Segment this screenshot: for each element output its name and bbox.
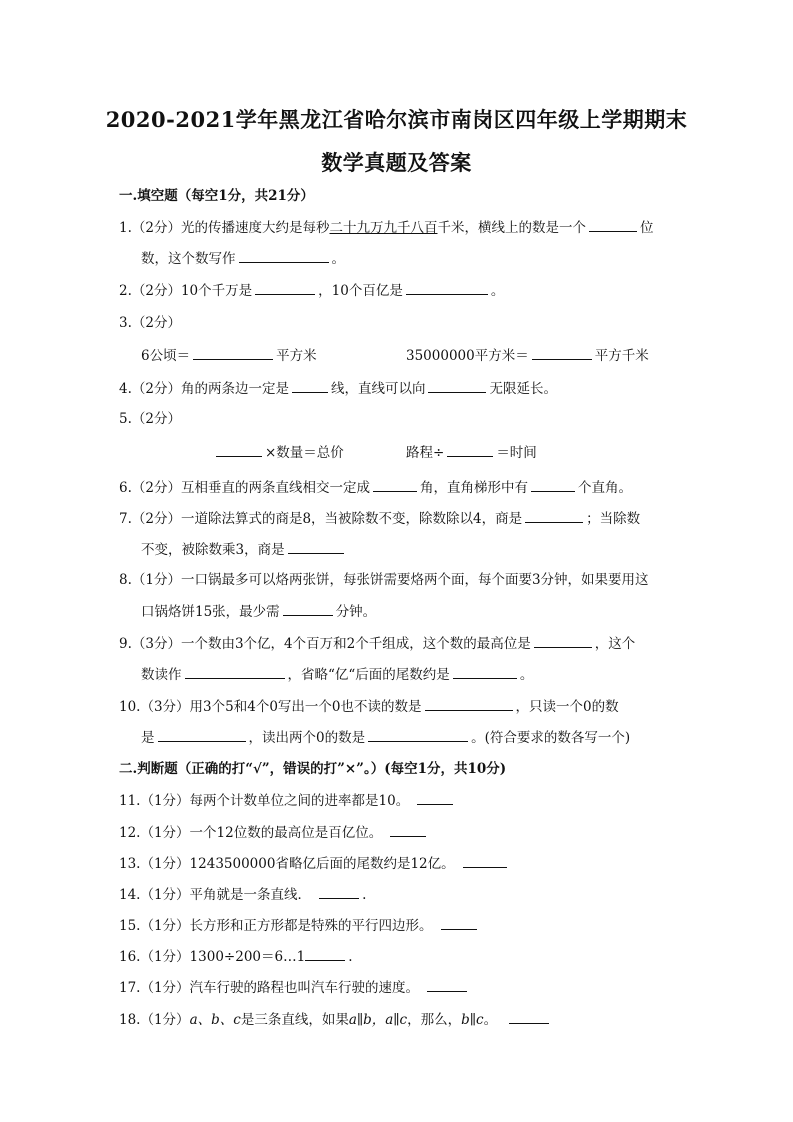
question-8: 8.（1分）一口锅最多可以烙两张饼，每张饼需要烙两个面，每个面要3分钟，如果要用这: [119, 572, 649, 588]
question-14: [119, 884, 366, 905]
q5a-text: ×数量＝总价: [265, 445, 344, 461]
q8-line2-text: 口锅烙饼15张，最少需: [141, 604, 280, 620]
q1-text-end: 位: [639, 220, 654, 236]
q15-text: 15.（1分）长方形和正方形都是特殊的平行四边形。: [119, 918, 433, 934]
answer-blank[interactable]: [319, 884, 359, 899]
q14-end: .: [362, 887, 367, 903]
answer-blank[interactable]: [531, 477, 575, 492]
answer-blank[interactable]: [425, 696, 513, 711]
answer-blank[interactable]: [428, 378, 486, 393]
q1-prefix: 1.（2分）光的传播速度大约是每秒: [119, 220, 330, 236]
question-5-part-a: [216, 442, 344, 463]
q7-text-end: ；当除数: [586, 511, 641, 527]
q1-underlined-number: 二十九万九千八百: [329, 220, 438, 236]
question-13: [119, 853, 510, 874]
q10-line2-end: 。(符合要求的数各写一个): [471, 730, 631, 746]
question-15: [119, 915, 480, 936]
q1-line2-end: 。: [331, 251, 345, 267]
q18-condition: a∥b，a∥c: [348, 1012, 408, 1028]
question-5-part-b: [406, 442, 537, 463]
section1-heading: 一.填空题（每空1分，共21分）: [119, 188, 314, 204]
q10-line2-mid: ，读出两个0的数是: [248, 730, 366, 746]
q18-end: 。: [483, 1012, 498, 1028]
q18-text: 18.（1分）: [119, 1012, 190, 1028]
q12-text: 12.（1分）一个12位数的最高位是百亿位。: [119, 825, 383, 841]
q9-line2-end: 。: [519, 667, 534, 683]
q2-text: 2.（2分）10个千万是: [119, 283, 253, 299]
answer-blank[interactable]: [525, 508, 583, 523]
answer-blank[interactable]: [288, 539, 344, 554]
q13-text: 13.（1分）1243500000省略亿后面的尾数约是12亿。: [119, 856, 455, 872]
question-1-cont: [141, 248, 345, 269]
question-1: [119, 217, 653, 238]
question-12: [119, 822, 429, 843]
q4-text: 4.（2分）角的两条边一定是: [119, 381, 289, 397]
answer-blank[interactable]: [239, 248, 329, 263]
question-2: [119, 280, 504, 301]
q8-line2-end: 分钟。: [335, 604, 377, 620]
answer-blank[interactable]: [255, 280, 315, 295]
question-10-cont: [141, 727, 630, 748]
answer-blank[interactable]: [463, 853, 507, 868]
question-11: [119, 790, 456, 811]
question-3-part-b: [406, 345, 649, 366]
q7-text: 7.（2分）一道除法算式的商是8，当被除数不变，除数除以4，商是: [119, 511, 523, 527]
q18-text-mid: 是三条直线，如果: [240, 1012, 349, 1028]
answer-blank[interactable]: [406, 280, 488, 295]
q9-text-end: ，这个: [594, 636, 636, 652]
q6-text: 6.（2分）互相垂直的两条直线相交一定成: [119, 480, 370, 496]
question-4: [119, 378, 557, 399]
question-18: [119, 1009, 552, 1030]
answer-blank[interactable]: [427, 977, 467, 992]
q3a-text: 6公顷＝: [141, 348, 191, 364]
question-16: [119, 946, 352, 967]
q9-text: 9.（3分）一个数由3个亿，4个百万和2个千组成，这个数的最高位是: [119, 636, 531, 652]
answer-blank[interactable]: [390, 822, 426, 837]
q4-text-mid: 线，直线可以向: [330, 381, 426, 397]
q3b-unit: 平方千米: [594, 348, 649, 364]
q6-text-end: 个直角。: [577, 480, 632, 496]
question-17: [119, 977, 470, 998]
question-5: 5.（2分）: [119, 411, 181, 427]
q10-line2-text: 是: [141, 730, 155, 746]
question-10: [119, 696, 619, 717]
q3a-unit: 平方米: [276, 348, 317, 364]
answer-blank[interactable]: [509, 1009, 549, 1024]
question-9: [119, 633, 635, 654]
question-3: 3.（2分）: [119, 315, 181, 331]
section2-heading: 二.判断题（正确的打“√”，错误的打”×”。）(每空1分，共10分): [119, 761, 507, 777]
answer-blank[interactable]: [292, 378, 328, 393]
q16-end: .: [348, 949, 353, 965]
q2-text-mid: ，10个百亿是: [318, 283, 403, 299]
q10-text-end: ，只读一个0的数: [515, 699, 619, 715]
answer-blank[interactable]: [441, 915, 477, 930]
question-6: [119, 477, 632, 498]
q11-text: 11.（1分）每两个计数单位之间的进率都是10。: [119, 793, 410, 809]
question-8-cont: [141, 601, 376, 622]
q1-line2-text: 数，这个数写作: [141, 251, 236, 267]
question-3-part-a: [141, 345, 317, 366]
q10-text: 10.（3分）用3个5和4个0写出一个0也不读的数是: [119, 699, 422, 715]
q9-line2-text: 数读作: [141, 667, 182, 683]
question-7-cont: [141, 539, 347, 560]
answer-blank[interactable]: [453, 664, 517, 679]
answer-blank[interactable]: [216, 442, 262, 457]
q18-text-mid2: ，那么，: [407, 1012, 462, 1028]
answer-blank[interactable]: [158, 727, 246, 742]
q17-text: 17.（1分）汽车行驶的路程也叫汽车行驶的速度。: [119, 980, 420, 996]
question-7: [119, 508, 640, 529]
q14-text: 14.（1分）平角就是一条直线．: [119, 887, 312, 903]
q9-line2-mid: ，省略“亿“后面的尾数约是: [287, 667, 450, 683]
q3b-text: 35000000平方米＝: [406, 348, 529, 364]
doc-title-line2: 数学真题及答案: [321, 150, 472, 175]
q6-text-mid: 角，直角梯形中有: [419, 480, 528, 496]
answer-blank[interactable]: [589, 217, 637, 232]
answer-blank[interactable]: [193, 345, 273, 360]
q5b-text: 路程÷: [406, 445, 445, 461]
answer-blank[interactable]: [417, 790, 453, 805]
answer-blank[interactable]: [305, 946, 345, 961]
answer-blank[interactable]: [185, 664, 285, 679]
answer-blank[interactable]: [532, 345, 592, 360]
q18-conclusion: b∥c: [461, 1012, 484, 1028]
q4-text-end: 无限延长。: [489, 381, 557, 397]
question-9-cont: [141, 664, 533, 685]
doc-title-line1: 2020-2021学年黑龙江省哈尔滨市南岗区四年级上学期期末: [105, 107, 688, 132]
q18-vars: a、b、c: [189, 1012, 241, 1028]
answer-blank[interactable]: [447, 442, 493, 457]
answer-blank[interactable]: [283, 601, 333, 616]
answer-blank[interactable]: [368, 727, 468, 742]
answer-blank[interactable]: [373, 477, 417, 492]
answer-blank[interactable]: [534, 633, 592, 648]
q5b-text-end: ＝时间: [496, 445, 537, 461]
q7-line2-text: 不变，被除数乘3，商是: [141, 542, 285, 558]
q16-text: 16.（1分）1300÷200＝6…1: [119, 949, 306, 965]
q1-text: 千米，横线上的数是一个: [437, 220, 586, 236]
q2-text-end: 。: [490, 283, 505, 299]
